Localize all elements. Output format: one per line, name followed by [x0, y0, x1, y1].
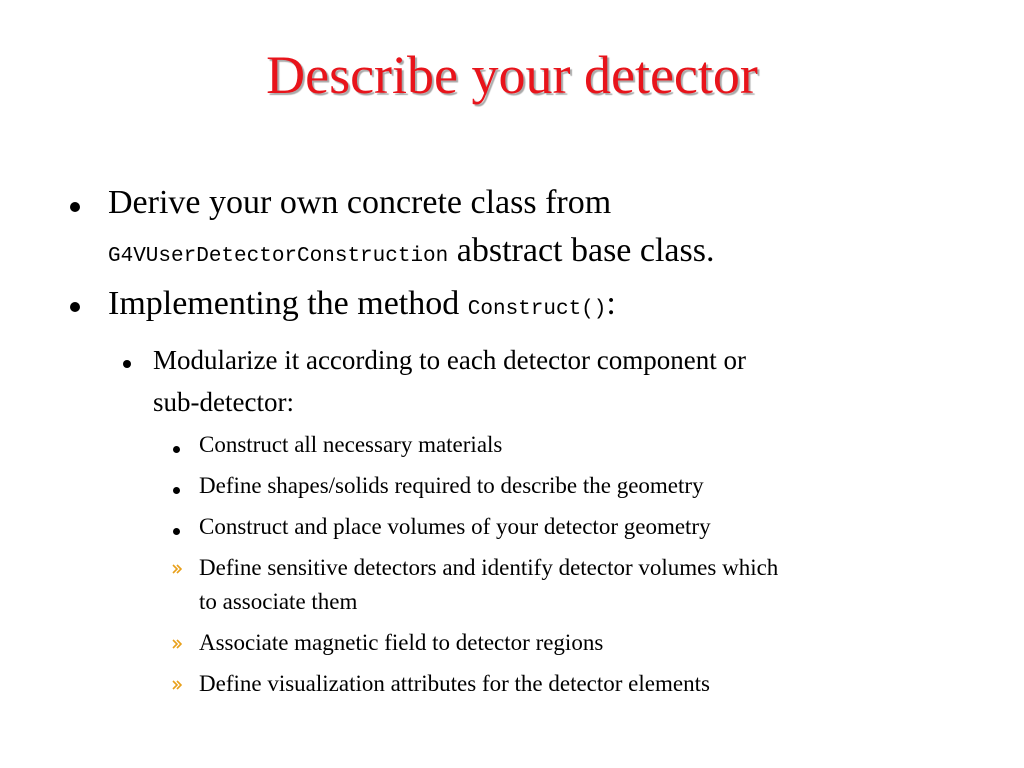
- bullet-dot-icon: [70, 202, 80, 212]
- arrow-icon: [172, 564, 182, 574]
- bullet-1-text-after: abstract base class.: [448, 232, 715, 269]
- list-item-continued: to associate them: [199, 589, 358, 614]
- bullet-2-code: Construct(): [467, 298, 607, 321]
- list-item: Define sensitive detectors and identify detector volumes which: [199, 555, 779, 580]
- item-dot-icon: [173, 487, 180, 494]
- bullet-2-text: Implementing the method: [108, 285, 468, 322]
- sub-bullet-line-2: sub-detector:: [153, 387, 294, 417]
- arrow-icon: [172, 639, 182, 649]
- list-item: Associate magnetic field to detector regions: [199, 630, 604, 655]
- bullet-2-text-after: :: [606, 285, 616, 322]
- arrow-icon: [172, 680, 182, 690]
- item-dot-icon: [173, 446, 180, 453]
- bullet-1-line-2: [108, 228, 715, 280]
- bullet-2-line: [108, 281, 616, 333]
- bullet-1-code: G4VUserDetectorConstruction: [108, 245, 449, 268]
- bullet-dot-icon: [70, 302, 80, 312]
- bullet-1-line-1: [108, 180, 611, 226]
- list-item: Define visualization attributes for the detector elements: [199, 671, 710, 696]
- sub-bullet-line-1: Modularize it according to each detector component or: [153, 345, 747, 375]
- bullet-1-text: Derive your own concrete class from: [108, 184, 612, 221]
- sub-bullet-dot-icon: [123, 360, 131, 368]
- list-item: Construct all necessary materials: [199, 432, 503, 457]
- item-dot-icon: [173, 528, 180, 535]
- list-item: Define shapes/solids required to describe the geometry: [199, 473, 704, 498]
- slide-title: Describe your detector: [266, 45, 758, 105]
- list-item: Construct and place volumes of your detector geometry: [199, 514, 711, 539]
